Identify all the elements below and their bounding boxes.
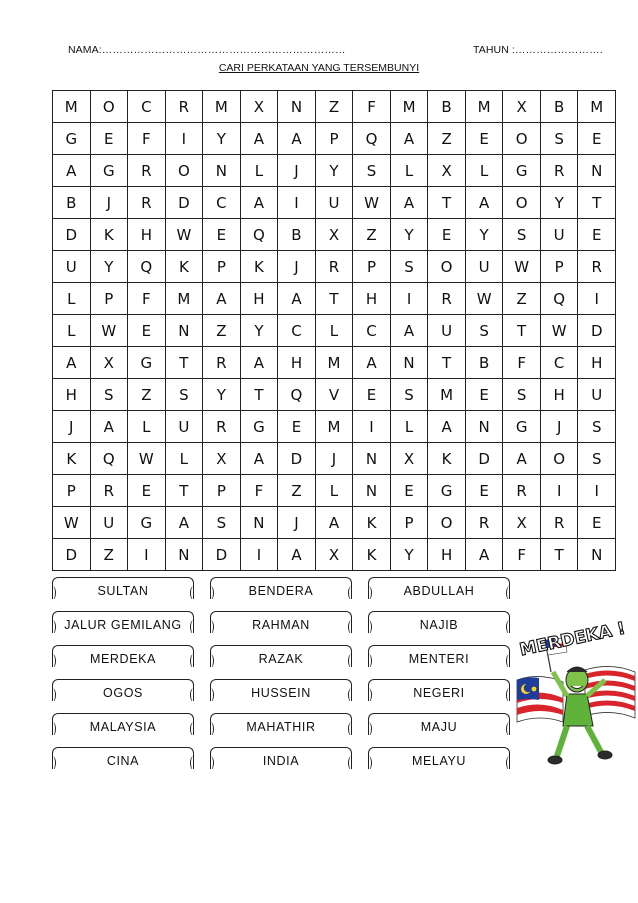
- grid-letter: E: [578, 507, 616, 539]
- grid-letter: T: [428, 187, 466, 219]
- grid-letter: J: [53, 411, 91, 443]
- grid-letter: F: [240, 475, 278, 507]
- grid-letter: E: [390, 475, 428, 507]
- grid-letter: H: [128, 219, 166, 251]
- grid-letter: Y: [203, 123, 241, 155]
- grid-letter: W: [353, 187, 391, 219]
- grid-letter: A: [353, 347, 391, 379]
- grid-letter: X: [315, 219, 353, 251]
- grid-letter: T: [240, 379, 278, 411]
- grid-letter: L: [390, 155, 428, 187]
- grid-row: [53, 251, 616, 283]
- grid-letter: L: [240, 155, 278, 187]
- grid-row: [53, 539, 616, 571]
- grid-letter: F: [353, 91, 391, 123]
- grid-letter: B: [278, 219, 316, 251]
- grid-letter: N: [278, 91, 316, 123]
- grid-letter: R: [503, 475, 541, 507]
- grid-letter: M: [465, 91, 503, 123]
- word-list-item: NEGERI: [368, 679, 510, 701]
- grid-letter: M: [578, 91, 616, 123]
- year-field-line: TAHUN :…………………….: [473, 44, 603, 56]
- grid-letter: G: [90, 155, 128, 187]
- grid-letter: K: [353, 539, 391, 571]
- grid-letter: F: [128, 283, 166, 315]
- grid-letter: D: [278, 443, 316, 475]
- grid-letter: Y: [203, 379, 241, 411]
- grid-letter: B: [53, 187, 91, 219]
- grid-letter: E: [128, 315, 166, 347]
- grid-letter: Y: [390, 219, 428, 251]
- grid-letter: M: [315, 347, 353, 379]
- grid-letter: T: [540, 539, 578, 571]
- grid-row: [53, 411, 616, 443]
- word-list-item: CINA: [52, 747, 194, 769]
- grid-letter: L: [315, 315, 353, 347]
- grid-letter: M: [428, 379, 466, 411]
- grid-letter: U: [428, 315, 466, 347]
- grid-letter: E: [278, 411, 316, 443]
- grid-letter: A: [240, 123, 278, 155]
- grid-letter: W: [53, 507, 91, 539]
- grid-letter: E: [578, 219, 616, 251]
- grid-letter: Y: [315, 155, 353, 187]
- grid-letter: R: [128, 187, 166, 219]
- grid-letter: Z: [503, 283, 541, 315]
- grid-letter: U: [165, 411, 203, 443]
- grid-letter: G: [240, 411, 278, 443]
- grid-letter: I: [578, 475, 616, 507]
- grid-letter: T: [503, 315, 541, 347]
- grid-letter: A: [165, 507, 203, 539]
- grid-letter: Q: [278, 379, 316, 411]
- grid-letter: K: [353, 507, 391, 539]
- grid-letter: S: [503, 219, 541, 251]
- grid-letter: A: [240, 347, 278, 379]
- grid-letter: C: [278, 315, 316, 347]
- grid-letter: O: [165, 155, 203, 187]
- grid-row: [53, 219, 616, 251]
- grid-letter: I: [165, 123, 203, 155]
- grid-letter: A: [240, 443, 278, 475]
- grid-letter: H: [353, 283, 391, 315]
- merdeka-illustration: [515, 610, 637, 772]
- grid-letter: Q: [90, 443, 128, 475]
- grid-letter: X: [90, 347, 128, 379]
- word-list-item: MAHATHIR: [210, 713, 352, 735]
- grid-letter: Y: [90, 251, 128, 283]
- grid-letter: C: [353, 315, 391, 347]
- word-list-item: MELAYU: [368, 747, 510, 769]
- grid-letter: S: [390, 251, 428, 283]
- grid-letter: M: [165, 283, 203, 315]
- grid-letter: A: [465, 187, 503, 219]
- word-list-item: MAJU: [368, 713, 510, 735]
- grid-letter: D: [165, 187, 203, 219]
- grid-letter: H: [240, 283, 278, 315]
- grid-row: [53, 123, 616, 155]
- grid-row: [53, 187, 616, 219]
- grid-letter: O: [503, 123, 541, 155]
- grid-letter: S: [90, 379, 128, 411]
- grid-letter: T: [165, 347, 203, 379]
- grid-letter: P: [90, 283, 128, 315]
- word-list-item: JALUR GEMILANG: [52, 611, 194, 633]
- grid-letter: R: [165, 91, 203, 123]
- grid-letter: W: [90, 315, 128, 347]
- grid-letter: A: [278, 539, 316, 571]
- grid-letter: E: [353, 379, 391, 411]
- word-list-item: HUSSEIN: [210, 679, 352, 701]
- grid-letter: O: [428, 507, 466, 539]
- grid-letter: E: [465, 379, 503, 411]
- word-list-item: RAHMAN: [210, 611, 352, 633]
- word-list-item: MERDEKA: [52, 645, 194, 667]
- grid-letter: A: [203, 283, 241, 315]
- grid-letter: I: [578, 283, 616, 315]
- word-list-item: INDIA: [210, 747, 352, 769]
- grid-letter: C: [540, 347, 578, 379]
- grid-letter: S: [503, 379, 541, 411]
- grid-letter: R: [90, 475, 128, 507]
- grid-letter: Y: [240, 315, 278, 347]
- grid-letter: Y: [540, 187, 578, 219]
- grid-letter: G: [503, 411, 541, 443]
- grid-letter: Z: [90, 539, 128, 571]
- grid-letter: X: [503, 507, 541, 539]
- grid-letter: H: [578, 347, 616, 379]
- grid-letter: N: [353, 443, 391, 475]
- grid-letter: B: [428, 91, 466, 123]
- grid-letter: W: [465, 283, 503, 315]
- grid-letter: R: [578, 251, 616, 283]
- grid-letter: A: [390, 123, 428, 155]
- grid-letter: K: [240, 251, 278, 283]
- grid-letter: U: [53, 251, 91, 283]
- grid-letter: O: [90, 91, 128, 123]
- grid-letter: Z: [278, 475, 316, 507]
- grid-letter: N: [390, 347, 428, 379]
- grid-letter: A: [90, 411, 128, 443]
- grid-letter: L: [315, 475, 353, 507]
- grid-letter: A: [240, 187, 278, 219]
- word-list-item: BENDERA: [210, 577, 352, 599]
- grid-letter: A: [278, 283, 316, 315]
- grid-letter: G: [428, 475, 466, 507]
- grid-letter: M: [390, 91, 428, 123]
- grid-letter: L: [53, 315, 91, 347]
- word-list-item: SULTAN: [52, 577, 194, 599]
- grid-letter: U: [315, 187, 353, 219]
- grid-letter: D: [53, 539, 91, 571]
- grid-letter: S: [578, 411, 616, 443]
- grid-letter: I: [240, 539, 278, 571]
- page-title: CARI PERKATAAN YANG TERSEMBUNYI: [218, 62, 420, 74]
- grid-letter: X: [428, 155, 466, 187]
- grid-letter: D: [53, 219, 91, 251]
- grid-letter: B: [465, 347, 503, 379]
- grid-letter: N: [203, 155, 241, 187]
- grid-letter: P: [203, 475, 241, 507]
- grid-letter: A: [428, 411, 466, 443]
- grid-letter: S: [165, 379, 203, 411]
- grid-letter: R: [203, 347, 241, 379]
- grid-letter: Y: [390, 539, 428, 571]
- grid-letter: D: [465, 443, 503, 475]
- grid-letter: Q: [128, 251, 166, 283]
- grid-letter: A: [390, 187, 428, 219]
- grid-letter: J: [315, 443, 353, 475]
- grid-letter: L: [390, 411, 428, 443]
- grid-letter: Z: [428, 123, 466, 155]
- grid-letter: X: [315, 539, 353, 571]
- grid-letter: K: [428, 443, 466, 475]
- grid-letter: G: [128, 347, 166, 379]
- grid-letter: S: [465, 315, 503, 347]
- grid-letter: E: [128, 475, 166, 507]
- grid-letter: M: [53, 91, 91, 123]
- grid-letter: E: [203, 219, 241, 251]
- grid-letter: X: [240, 91, 278, 123]
- grid-row: [53, 379, 616, 411]
- grid-letter: H: [540, 379, 578, 411]
- grid-letter: Q: [353, 123, 391, 155]
- grid-letter: N: [240, 507, 278, 539]
- grid-letter: I: [128, 539, 166, 571]
- grid-letter: V: [315, 379, 353, 411]
- grid-letter: R: [128, 155, 166, 187]
- grid-letter: A: [390, 315, 428, 347]
- grid-letter: P: [53, 475, 91, 507]
- grid-letter: L: [165, 443, 203, 475]
- grid-letter: J: [540, 411, 578, 443]
- word-list-item: ABDULLAH: [368, 577, 510, 599]
- grid-letter: T: [428, 347, 466, 379]
- word-list-item: RAZAK: [210, 645, 352, 667]
- word-search-grid: [52, 90, 616, 571]
- grid-letter: E: [428, 219, 466, 251]
- merdeka-banner: MERDEKA !: [517, 618, 628, 661]
- grid-letter: A: [503, 443, 541, 475]
- grid-letter: I: [278, 187, 316, 219]
- grid-letter: L: [128, 411, 166, 443]
- grid-letter: S: [353, 155, 391, 187]
- grid-letter: R: [540, 155, 578, 187]
- grid-letter: H: [278, 347, 316, 379]
- grid-letter: U: [465, 251, 503, 283]
- grid-letter: Z: [128, 379, 166, 411]
- grid-letter: S: [578, 443, 616, 475]
- grid-letter: E: [465, 123, 503, 155]
- grid-letter: J: [278, 251, 316, 283]
- grid-letter: N: [165, 539, 203, 571]
- grid-letter: R: [465, 507, 503, 539]
- grid-letter: I: [540, 475, 578, 507]
- grid-letter: K: [165, 251, 203, 283]
- grid-letter: R: [203, 411, 241, 443]
- grid-letter: P: [315, 123, 353, 155]
- grid-letter: N: [578, 155, 616, 187]
- grid-letter: Y: [465, 219, 503, 251]
- grid-letter: R: [540, 507, 578, 539]
- word-list-item: OGOS: [52, 679, 194, 701]
- grid-letter: A: [278, 123, 316, 155]
- grid-row: [53, 475, 616, 507]
- grid-letter: P: [390, 507, 428, 539]
- grid-letter: X: [390, 443, 428, 475]
- grid-row: [53, 91, 616, 123]
- grid-letter: A: [465, 539, 503, 571]
- grid-letter: Z: [203, 315, 241, 347]
- word-list-item: MALAYSIA: [52, 713, 194, 735]
- grid-letter: O: [503, 187, 541, 219]
- grid-letter: U: [90, 507, 128, 539]
- grid-letter: X: [503, 91, 541, 123]
- grid-letter: Z: [353, 219, 391, 251]
- grid-letter: T: [315, 283, 353, 315]
- grid-letter: W: [540, 315, 578, 347]
- word-list-item: NAJIB: [368, 611, 510, 633]
- grid-letter: M: [203, 91, 241, 123]
- grid-letter: O: [428, 251, 466, 283]
- grid-letter: M: [315, 411, 353, 443]
- grid-letter: T: [578, 187, 616, 219]
- grid-letter: G: [503, 155, 541, 187]
- grid-letter: X: [203, 443, 241, 475]
- grid-letter: I: [353, 411, 391, 443]
- grid-letter: C: [203, 187, 241, 219]
- name-field-line: NAMA:……………………………………………………………: [68, 44, 346, 56]
- grid-letter: P: [353, 251, 391, 283]
- grid-letter: D: [578, 315, 616, 347]
- grid-letter: Z: [315, 91, 353, 123]
- grid-row: [53, 507, 616, 539]
- grid-letter: I: [390, 283, 428, 315]
- grid-letter: K: [53, 443, 91, 475]
- grid-letter: O: [540, 443, 578, 475]
- grid-letter: W: [503, 251, 541, 283]
- grid-letter: U: [540, 219, 578, 251]
- grid-letter: E: [578, 123, 616, 155]
- grid-row: [53, 347, 616, 379]
- grid-letter: D: [203, 539, 241, 571]
- grid-letter: R: [315, 251, 353, 283]
- grid-letter: J: [278, 507, 316, 539]
- grid-letter: N: [578, 539, 616, 571]
- grid-letter: F: [503, 347, 541, 379]
- grid-letter: P: [203, 251, 241, 283]
- grid-row: [53, 315, 616, 347]
- grid-letter: N: [465, 411, 503, 443]
- grid-letter: E: [90, 123, 128, 155]
- grid-letter: G: [128, 507, 166, 539]
- grid-letter: L: [53, 283, 91, 315]
- grid-row: [53, 155, 616, 187]
- grid-letter: W: [165, 219, 203, 251]
- grid-row: [53, 443, 616, 475]
- grid-letter: L: [465, 155, 503, 187]
- grid-letter: F: [503, 539, 541, 571]
- grid-letter: Q: [540, 283, 578, 315]
- grid-letter: U: [578, 379, 616, 411]
- grid-letter: C: [128, 91, 166, 123]
- grid-letter: N: [353, 475, 391, 507]
- grid-letter: N: [165, 315, 203, 347]
- grid-letter: R: [428, 283, 466, 315]
- grid-letter: J: [278, 155, 316, 187]
- malaysia-flag-left: [517, 676, 563, 722]
- grid-letter: H: [428, 539, 466, 571]
- grid-letter: J: [90, 187, 128, 219]
- grid-letter: H: [53, 379, 91, 411]
- grid-letter: P: [540, 251, 578, 283]
- grid-letter: A: [53, 155, 91, 187]
- grid-letter: E: [465, 475, 503, 507]
- grid-letter: A: [53, 347, 91, 379]
- grid-letter: Q: [240, 219, 278, 251]
- grid-letter: T: [165, 475, 203, 507]
- word-list-item: MENTERI: [368, 645, 510, 667]
- grid-letter: G: [53, 123, 91, 155]
- grid-letter: A: [315, 507, 353, 539]
- grid-letter: K: [90, 219, 128, 251]
- grid-letter: S: [203, 507, 241, 539]
- grid-letter: S: [390, 379, 428, 411]
- grid-letter: W: [128, 443, 166, 475]
- grid-letter: B: [540, 91, 578, 123]
- grid-letter: F: [128, 123, 166, 155]
- grid-row: [53, 283, 616, 315]
- grid-letter: S: [540, 123, 578, 155]
